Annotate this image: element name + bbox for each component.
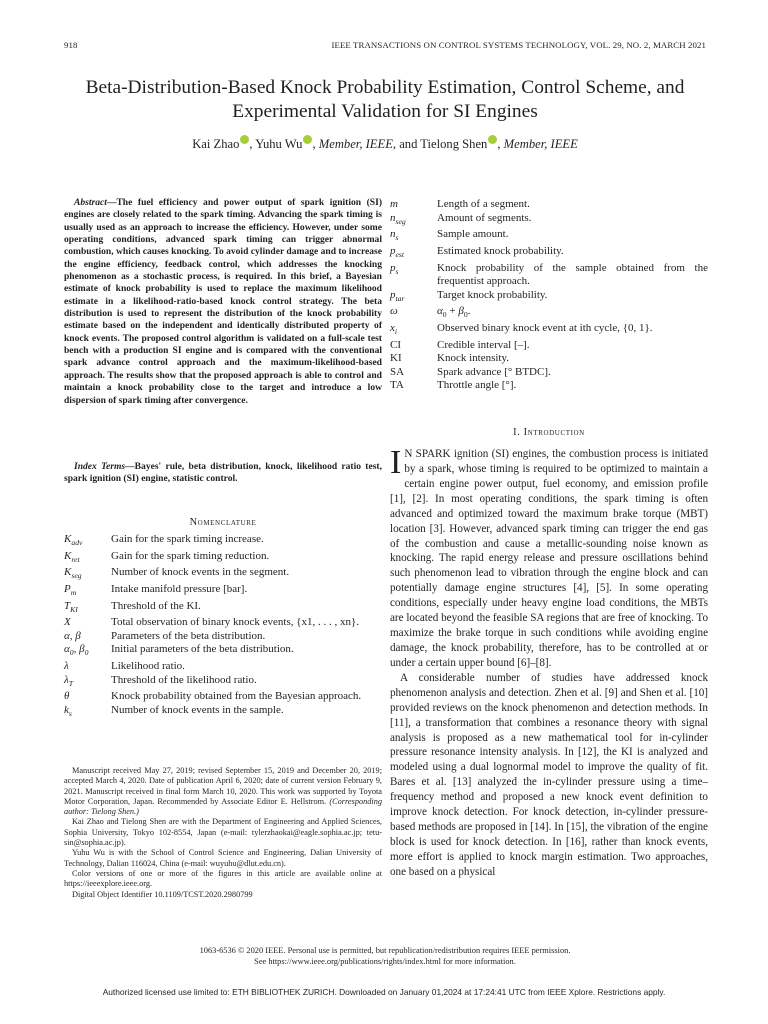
nom-definition: Total observation of binary knock events, {x1, . . . , xn}. (111, 616, 360, 629)
nom-symbol: α, β (64, 629, 81, 642)
nom-symbol: $T_{KI}$ (64, 599, 78, 614)
index-terms-label: Index Terms (74, 461, 126, 472)
nomenclature-row (64, 616, 382, 630)
author-name: Kai Zhao (192, 137, 240, 151)
nom-symbol: $n_{seg}$ (390, 211, 406, 226)
drop-cap: I (390, 444, 402, 481)
nom-symbol: $K_{adv}$ (64, 533, 83, 548)
nomenclature-row (390, 305, 708, 322)
copyright-link[interactable]: See https://www.ieee.org/publications/rights/index.html for more information. (254, 956, 516, 966)
author-line: Kai Zhao , Yuhu Wu , Member, IEEE, and Tielong Shen , Member, IEEE (192, 137, 578, 151)
orcid-icon[interactable] (303, 135, 312, 144)
abstract: Abstract—The fuel efficiency and power output of spark ignition (SI) engines are closely related to the spark timing. Advancing the spark timing is usually used as an approach to increase the efficiency. However, under some operating conditions, advanced spark timing can trigger abnormal combustion, which causes knocking. To avoid cylinder damage and to increase the engine efficiency, feedback control, which addresses the knocking phenomenon as a stochastic process, is required. In this brief, a Bayesian estimate of knock probability is used to replace the maximum likelihood estimate in a likelihood-ratio-based knock control strategy. The beta distribution is used to represent the distribution of the knock probability estimate based on the independent and identically distributed property of knock events. The proposed control algorithm is validated on a full-scale test bench with a production SI engine and is compared with the conventional spark advance control approach and the maximum-likelihood-based approach. The results show that the proposed approach is able to control and maintain a knock probability close to the target and introduce a low dispersion of spark timing after convergence. (64, 197, 382, 406)
abstract-label: Abstract (74, 197, 107, 208)
nomenclature-heading (64, 517, 382, 528)
introduction-body (390, 444, 708, 880)
nom-definition: $\alpha_0 + \beta_0$. (437, 305, 471, 320)
footnote-text: Manuscript received May 27, 2019; revised September 15, 2019 and December 20, 2019; accepted March 4, 2020. Date of publication April 6, 2020; date of current version February 9, 2021. Manuscript received in final form March 10, 2020. This work was supported by Toyota Motor Corporation, Japan. Recommended by Associate Editor E. Hellstrom. (64, 766, 382, 806)
nom-definition: Estimated knock probability. (437, 244, 564, 257)
nomenclature-row (390, 379, 708, 393)
nom-definition: Knock probability of the sample obtained from the frequentist approach. (437, 261, 708, 288)
nom-definition: Credible interval [–]. (437, 338, 530, 351)
nom-symbol: $K_{seg}$ (64, 566, 82, 581)
corresponding-author: (Corresponding author: Tielong Shen.) (64, 796, 383, 817)
nom-symbol: $K_{ret}$ (64, 549, 80, 564)
nom-symbol: ω (390, 305, 398, 318)
nomenclature-row (390, 322, 708, 339)
copyright-line: 1063-6536 © 2020 IEEE. Personal use is permitted, but republication/redistribution requires IEEE permission. (199, 946, 571, 955)
nom-definition: Knock probability obtained from the Bayesian approach. (111, 690, 362, 703)
footnote-manuscript (64, 766, 382, 817)
nom-definition: Amount of segments. (437, 211, 532, 224)
nom-definition: Threshold of the likelihood ratio. (111, 673, 257, 686)
membership: Member, IEEE (503, 137, 578, 151)
nom-symbol: λ (64, 660, 69, 673)
nomenclature-row (64, 630, 382, 644)
nom-symbol: $n_s$ (390, 228, 399, 243)
nom-symbol: θ (64, 690, 70, 703)
nom-symbol: m (390, 198, 398, 210)
nom-definition: Knock intensity. (437, 352, 509, 365)
nom-definition: Number of knock events in the sample. (111, 703, 284, 716)
author-name: and Tielong Shen (399, 137, 488, 151)
nom-definition: Number of knock events in the segment. (111, 566, 290, 579)
nomenclature-row (390, 245, 708, 262)
nomenclature-row (390, 352, 708, 366)
nom-definition: Length of a segment. (437, 198, 530, 210)
download-notice: Authorized licensed use limited to: ETH BIBLIOTHEK ZURICH. Downloaded on January 01,2024 at 17:24:41 UTC from IEEE Xplore. Restrictions apply. (102, 987, 666, 997)
nomenclature-row (64, 533, 382, 550)
nomenclature-row (390, 228, 708, 245)
nom-definition: Threshold of the KI. (111, 599, 201, 612)
nomenclature-row (390, 289, 708, 306)
nom-definition: Sample amount. (437, 228, 509, 241)
section-number: I. (513, 427, 521, 438)
nomenclature-row (64, 550, 382, 567)
nomenclature-table-left (64, 533, 382, 721)
nom-symbol: SA (390, 365, 405, 378)
nom-symbol: $\lambda_T$ (64, 673, 74, 688)
nomenclature-row (390, 339, 708, 353)
nom-symbol: TA (390, 379, 404, 392)
nom-definition: Parameters of the beta distribution. (111, 629, 266, 642)
index-terms: Index Terms—Bayes' rule, beta distribution, knock, likelihood ratio test, spark ignition (SI) engine, statistic control. (64, 461, 382, 485)
footnote-color-note: Color versions of one or more of the figures in this article are available online at https://ieeexplore.ieee.org. (64, 868, 382, 889)
nom-symbol: $k_s$ (64, 703, 72, 718)
nomenclature-heading-text: Nomenclature (189, 517, 257, 528)
author-name: Yuhu Wu (255, 137, 303, 151)
nom-symbol: KI (390, 352, 402, 365)
nom-definition: Intake manifold pressure [bar]. (111, 583, 248, 596)
nomenclature-row (390, 366, 708, 380)
nomenclature-row (64, 674, 382, 691)
nom-symbol: $p_{tar}$ (390, 288, 405, 303)
nom-definition: Target knock probability. (437, 288, 548, 301)
page-number: 918 (64, 40, 78, 50)
nom-definition: Throttle angle [°]. (437, 379, 517, 392)
nom-symbol: $\alpha_0$, $\beta_0$ (64, 643, 89, 658)
nomenclature-row (64, 600, 382, 617)
nom-definition: Initial parameters of the beta distribution. (111, 643, 294, 656)
nomenclature-row (64, 704, 382, 721)
nom-definition: Spark advance [° BTDC]. (437, 365, 551, 378)
nomenclature-row (390, 262, 708, 289)
abstract-text: The fuel efficiency and power output of spark ignition (SI) engines are closely related to the spark timing. Advancing the spark timing is usually used as an approach to increase the efficiency. However, under some operating conditions, advanced spark timing can trigger abnormal combustion, which causes knocking. To avoid cylinder damage and to increase the engine efficiency, feedback control, which addresses the knocking phenomenon as a stochastic process, is required. In this brief, a Bayesian estimate of knock probability is used to replace the maximum likelihood estimate in a likelihood-ratio-based knock control strategy. The beta distribution is used to represent the distribution of the knock probability estimate based on the independent and identically distributed property of knock events. The proposed control algorithm is validated on a full-scale test bench with a production SI engine and is compared with the conventional spark advance control approach and the maximum-likelihood-based approach. The results show that the proposed approach is able to control and maintain a knock probability close to the target and introduce a low dispersion of spark timing after convergence. (64, 197, 382, 406)
nomenclature-row (64, 660, 382, 674)
nomenclature-row (64, 566, 382, 583)
section-title: Introduction (523, 427, 585, 438)
nomenclature-row (390, 198, 708, 212)
footnote (64, 766, 382, 900)
paragraph-text: N SPARK ignition (SI) engines, the combustion process is initiated by a spark, whose timing is required to be optimized to maintain a certain engine power output, fuel economy, and emission profile [1], [2]. In most operating conditions, the spark timing is often advanced and optimized toward the maximum brake torque (MBT) location [3]. However, advanced spark timing can trigger the end gas of the combustion and cause a metallic-sounding noise known as knocking. The rapid energy release and pressure oscillations behind such phenomenon lead to vibration through the engine block and can potentially damage engine structures [4], [5]. In some operating conditions, especially under heavy engine load conditions, the MBTs are located beyond the feasible SA regions that are free of knocking. To maximize the brake torque in such conditions while avoiding engine damage, the knock probability, therefore, has to be controlled at or under a certain upper bound [6]–[8]. (390, 448, 708, 669)
paragraph: A considerable number of studies have addressed knock phenomenon analysis and detection. Zhen et al. [9] and Shen et al. [10] provided reviews on the knock phenomenon and detection methods. In [11], a transformation that combines a resonance theory with signal analysis is proposed as a new mathematical tool for in-cylinder pressure resonance intensity analysis. In [12], the KI is analyzed and modeled using a dual lognormal model to improve the quality of fit. Bares et al. [13] analyzed the in-cylinder pressure using a time–frequency method and proposed a new knock event definition to improve knock detection. For knock detection, in-cylinder pressure-based methods are proposed in [14]. In [15], the vibration of the engine block is used for knock detection. In [16], rather than knock events, more effort is applied to knock margin estimation. Two approaches, one based on a physical (390, 671, 708, 878)
footnote-affiliation: Yuhu Wu is with the School of Control Science and Engineering, Dalian University of Technology, Dalian 116024, China (e-mail: wuyuhu@dlut.edu.cn). (64, 848, 382, 868)
footnote-doi: Digital Object Identifier 10.1109/TCST.2020.2980799 (72, 889, 253, 899)
orcid-icon[interactable] (240, 135, 249, 144)
section-heading (390, 427, 708, 438)
nomenclature-row (64, 643, 382, 660)
nom-symbol: CI (390, 338, 401, 351)
nom-symbol: $P_m$ (64, 583, 77, 598)
nom-definition: Observed binary knock event at ith cycle, {0, 1}. (437, 321, 653, 334)
nom-symbol: X (64, 616, 71, 629)
nomenclature-row (64, 583, 382, 600)
nom-definition: Likelihood ratio. (111, 660, 185, 673)
nomenclature-table-right (390, 198, 708, 393)
nom-symbol: $x_i$ (390, 321, 398, 337)
nom-definition: Gain for the spark timing increase. (111, 533, 264, 545)
paragraph (390, 444, 708, 671)
orcid-icon[interactable] (488, 135, 497, 144)
nomenclature-row (390, 212, 708, 229)
nom-symbol: $p_s$ (390, 261, 399, 276)
journal-header: IEEE TRANSACTIONS ON CONTROL SYSTEMS TECHNOLOGY, VOL. 29, NO. 2, MARCH 2021 (331, 40, 706, 50)
footnote-affiliation: Kai Zhao and Tielong Shen are with the Department of Engineering and Applied Sciences, Sophia University, Tokyo 102-8554, Japan (e-mail: tylerzhaokai@eagle.sophia.ac.jp; tetu-sin@sophia.ac.jp). (64, 817, 382, 848)
nom-symbol: $p_{est}$ (390, 244, 405, 260)
index-terms-text: Bayes' rule, beta distribution, knock, likelihood ratio test, spark ignition (SI) engine, statistic control. (64, 461, 382, 485)
copyright-notice (60, 946, 710, 967)
paper-title: Beta-Distribution-Based Knock Probability Estimation, Control Scheme, and Experimental Validation for SI Engines (85, 77, 685, 122)
membership: Member, IEEE (318, 137, 393, 151)
nom-definition: Gain for the spark timing reduction. (111, 549, 270, 562)
nomenclature-row (64, 690, 382, 704)
